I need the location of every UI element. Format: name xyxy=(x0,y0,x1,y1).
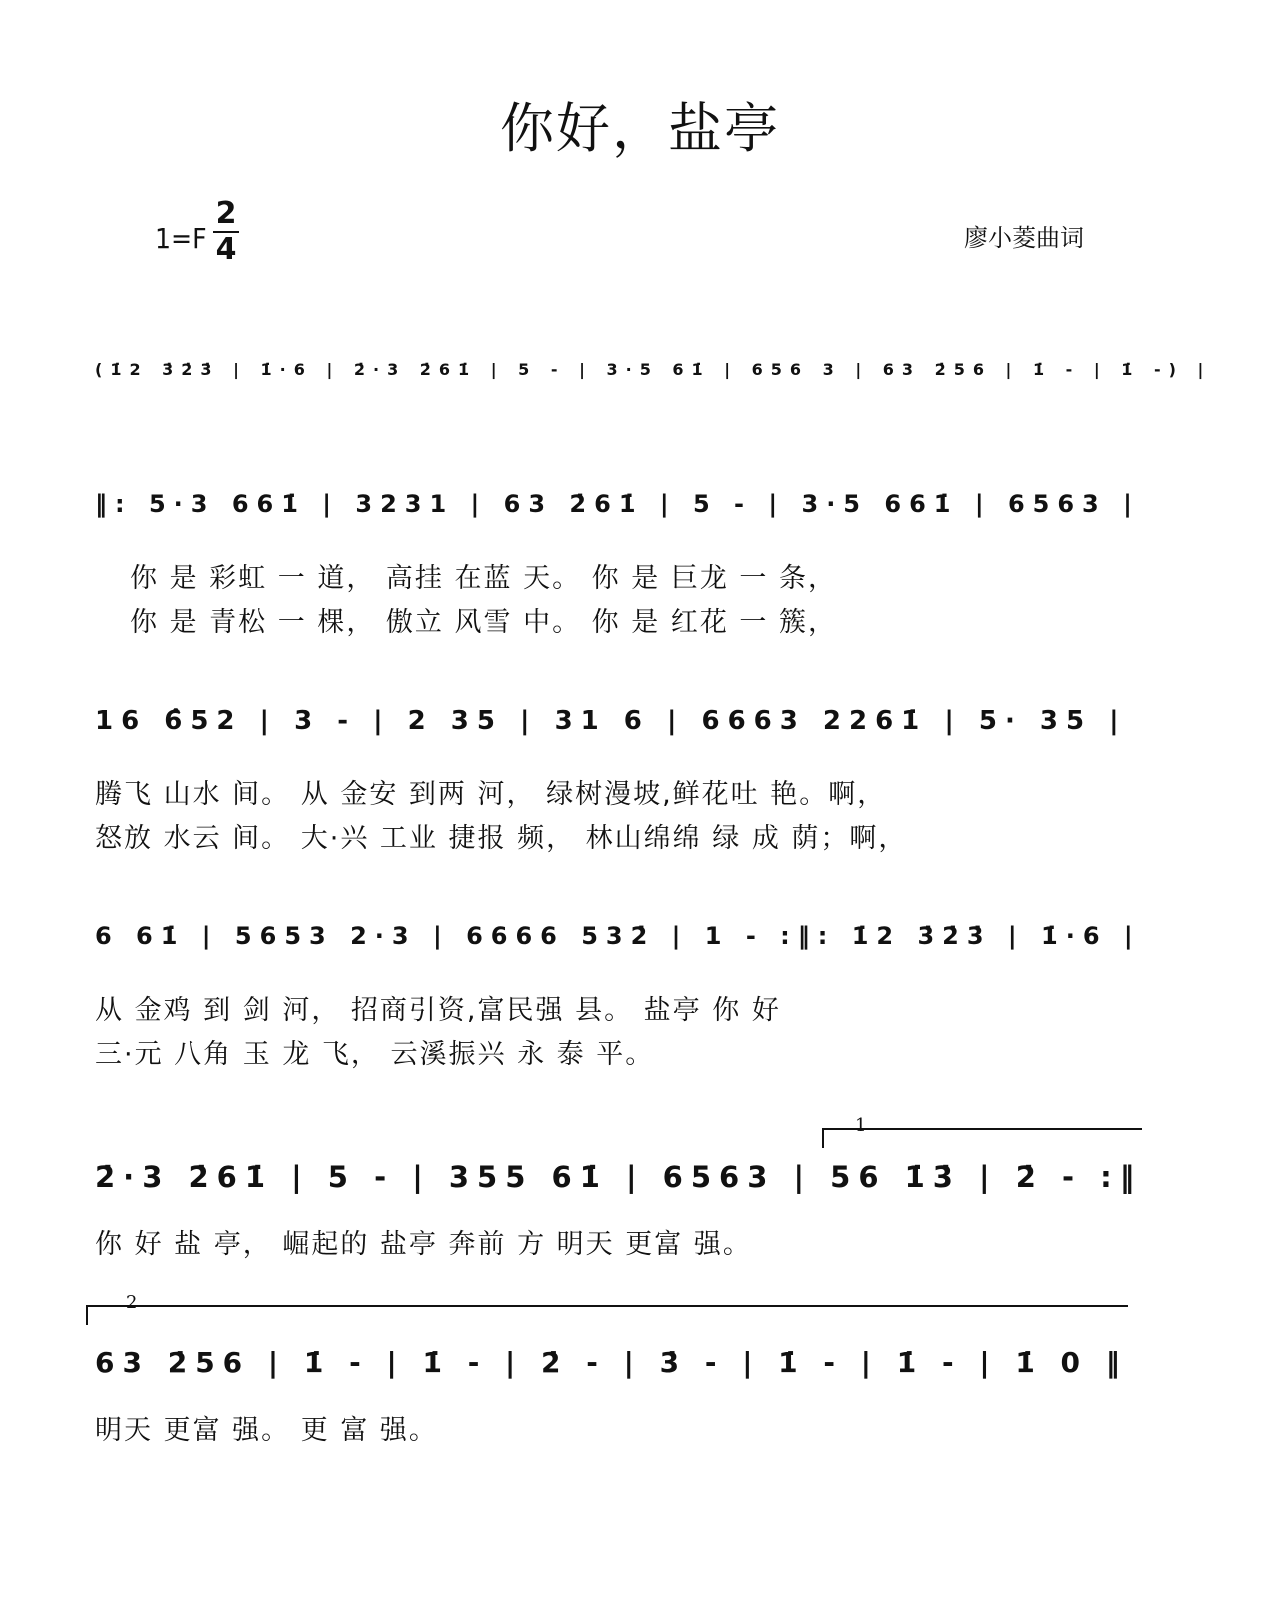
song-title: 你好，盐亭 xyxy=(500,97,780,160)
notation-line: 6 61̇ | 5653 2·3 | 6666 532̇ | 1 - :‖: 1̇2 3̇2̇3̇ | 1̇·6 | xyxy=(95,922,1141,950)
lyric-line-2: 三·元 八角 玉 龙 飞， 云溪振兴 永 泰 平。 xyxy=(95,1039,655,1070)
second-ending-bracket xyxy=(86,1305,1128,1325)
notation-line: (1̇2 3̇2̇3̇ | 1̇·6 | 2̇·3 2̇61̇ | 5 - | 3·5 61̇ | 656 3 | 63 2̇56 | 1̇ - | 1̇ -) | xyxy=(95,360,1212,379)
notation-line: 63 2̇56 | 1̇ - | 1̇ - | 2̇ - | 3̇ - | 1̇ - | 1̇ - | 1̇ 0 ‖ xyxy=(95,1346,1128,1379)
lyric-line-1: 你 是 彩虹 一 道， 高挂 在蓝 天。 你 是 巨龙 一 条， xyxy=(130,563,837,594)
time-signature xyxy=(213,198,239,266)
author-credit: 廖小菱曲词 xyxy=(964,224,1084,252)
first-ending-number: 1 xyxy=(855,1115,867,1136)
key-signature: 1=F xyxy=(155,222,207,255)
lyric-line-1: 腾飞 山水 间。 从 金安 到两 河， 绿树漫坡,鲜花吐 艳。啊， xyxy=(95,779,887,810)
lyric-line-1: 明天 更富 强。 更 富 强。 xyxy=(95,1415,438,1446)
meter-bottom: 4 xyxy=(215,232,237,267)
notation-line: 16 6̂52 | 3 - | 2 35 | 31 6 | 6663 2261̇ | 5· 35 | xyxy=(95,706,1127,736)
meter-top: 2 xyxy=(215,196,237,231)
lyric-line-2: 你 是 青松 一 棵， 傲立 风雪 中。 你 是 红花 一 簇， xyxy=(130,607,837,638)
notation-line: 2̇·3 2̇61̇ | 5 - | 355 61̇ | 6563 | 56 1̇3̇ | 2̇ - :‖ xyxy=(95,1160,1143,1194)
second-ending-number: 2 xyxy=(126,1292,138,1313)
lyric-line-1: 从 金鸡 到 剑 河， 招商引资,富民强 县。 盐亭 你 好 xyxy=(95,995,781,1026)
lyric-line-1: 你 好 盐 亭， 崛起的 盐亭 奔前 方 明天 更富 强。 xyxy=(95,1229,752,1260)
notation-line: ‖: 5·3 661̇ | 3231 | 63 2̇61̇ | 5 - | 3·5 661̇ | 6563 | xyxy=(95,490,1140,518)
lyric-line-2: 怒放 水云 间。 大·兴 工业 捷报 频， 林山绵绵 绿 成 荫；啊， xyxy=(95,823,908,854)
first-ending-bracket xyxy=(822,1128,1142,1148)
